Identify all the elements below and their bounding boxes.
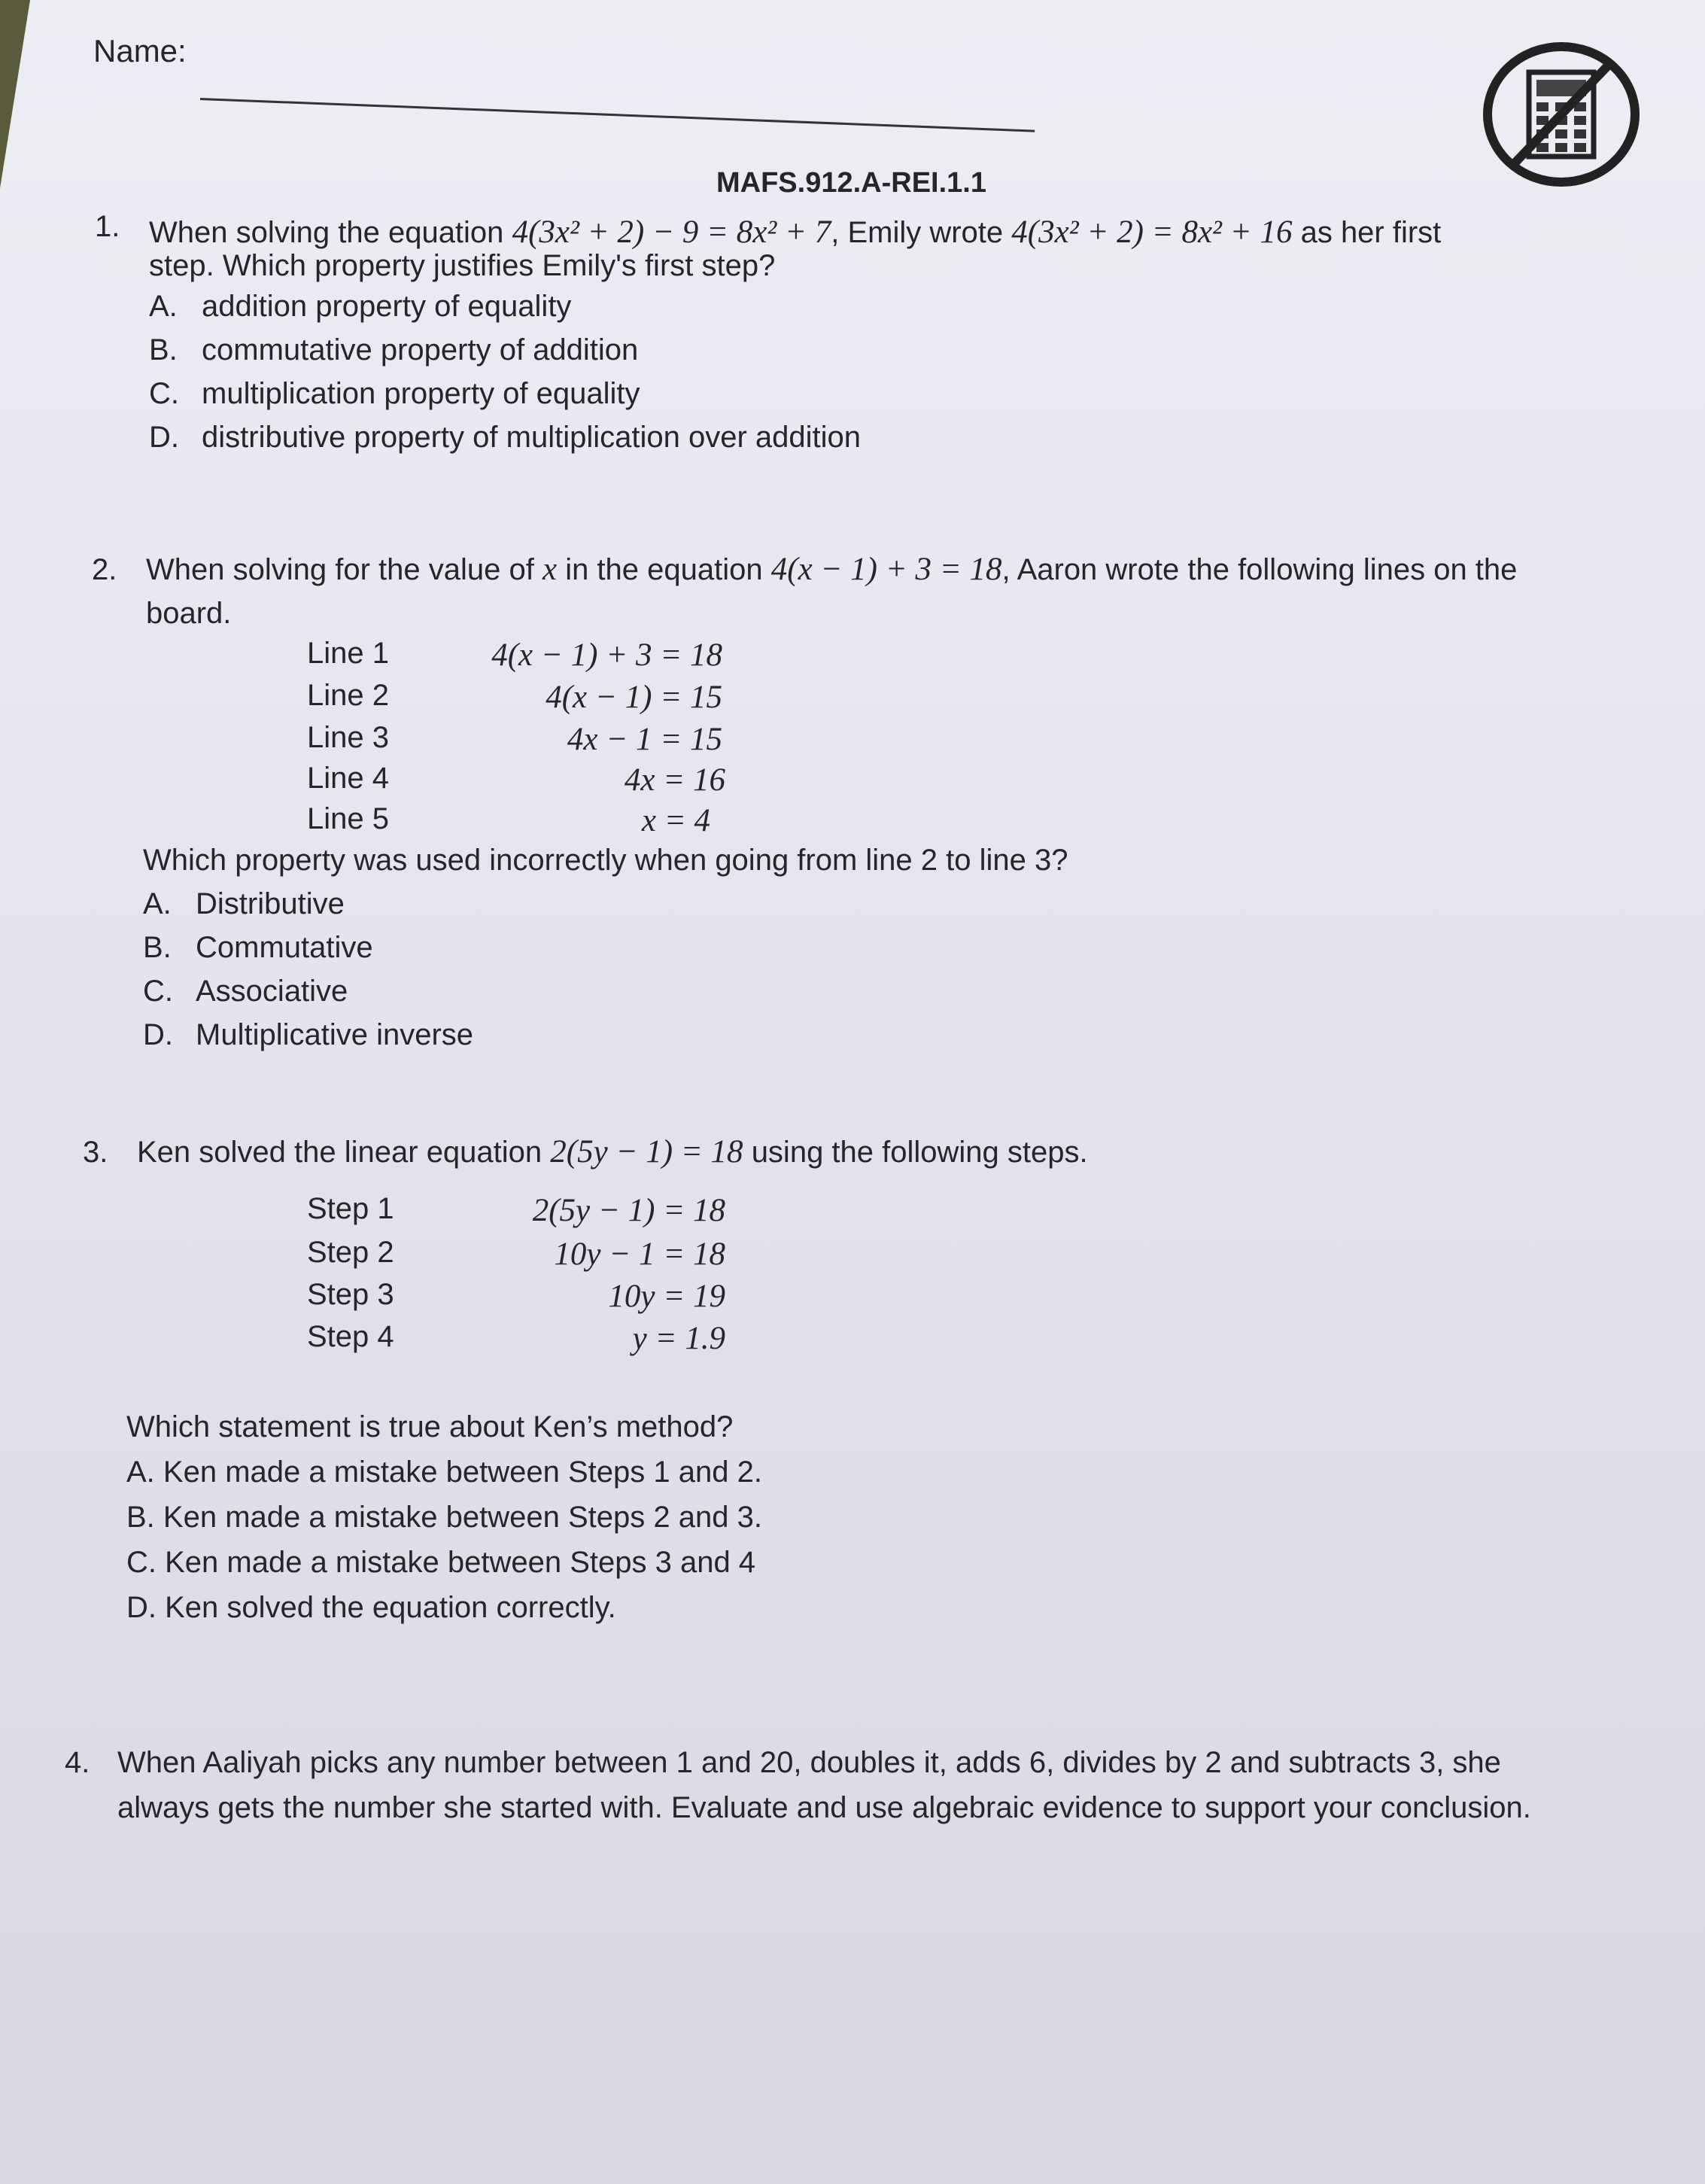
equation: 4(x − 1) + 3 = 18: [770, 552, 1002, 587]
question-number: 2.: [92, 553, 117, 586]
question-text: When solving for the value of: [146, 553, 534, 586]
step-label: Step 3: [307, 1278, 394, 1311]
line-equation: 4x = 16: [624, 762, 725, 798]
option-text: Commutative: [196, 931, 373, 964]
question-2-line-2: board.: [146, 597, 232, 630]
option-text: Distributive: [196, 887, 345, 920]
answer-option[interactable]: [143, 926, 1573, 969]
line-equation: 4(x − 1) = 15: [546, 680, 722, 715]
variable: x: [542, 552, 558, 587]
step-equation: 10y − 1 = 18: [554, 1236, 725, 1272]
answer-option[interactable]: [149, 284, 1441, 328]
question-text: When solving the equation: [149, 216, 504, 249]
question-text: in the equation: [565, 553, 763, 586]
answer-option[interactable]: B. Ken made a mistake between Steps 2 and 3.: [126, 1501, 762, 1534]
answer-option[interactable]: [149, 372, 1441, 415]
option-letter: A.: [149, 290, 178, 323]
line-label: Line 5: [307, 802, 389, 835]
option-text: multiplication property of equality: [202, 377, 640, 410]
option-letter: B.: [149, 333, 178, 367]
option-letter: D.: [149, 421, 179, 454]
equation: 4(3x² + 2) = 8x² + 16: [1011, 214, 1293, 250]
line-label: Line 1: [307, 637, 389, 670]
step-label: Step 1: [307, 1192, 394, 1225]
question-number: 1.: [95, 210, 120, 243]
option-text: commutative property of addition: [202, 333, 639, 367]
question-text: , Aaron wrote the following lines on the: [1001, 553, 1518, 586]
option-text: Multiplicative inverse: [196, 1018, 474, 1051]
step-equation: y = 1.9: [632, 1321, 725, 1356]
question-number: 4.: [65, 1746, 90, 1779]
name-label: Name:: [93, 33, 187, 68]
option-letter: B.: [143, 931, 172, 964]
answer-option[interactable]: [143, 882, 1573, 926]
question-text: always gets the number she started with. Evaluate and use algebraic evidence to support your conclusion.: [117, 1791, 1531, 1824]
option-letter: C.: [143, 975, 173, 1008]
question-text: using the following steps.: [751, 1136, 1088, 1169]
step-label: Step 2: [307, 1236, 394, 1269]
name-line: [200, 98, 1035, 132]
option-letter: C.: [149, 377, 179, 410]
option-text: addition property of equality: [202, 290, 572, 323]
option-letter: A.: [143, 887, 172, 920]
answer-option[interactable]: [149, 415, 1441, 459]
question-2-prompt: [143, 838, 1573, 1057]
desk-corner: [0, 0, 30, 188]
question-3-prompt: [126, 1404, 1556, 1630]
line-label: Line 3: [307, 721, 389, 754]
step-equation: 2(5y − 1) = 18: [532, 1193, 725, 1228]
option-letter: D.: [143, 1018, 173, 1051]
question-text: When Aaliyah picks any number between 1 and 20, doubles it, adds 6, divides by 2 and subtracts 3, she: [117, 1746, 1501, 1779]
step-equation: 10y = 19: [608, 1279, 725, 1314]
question-1-line-2: step. Which property justifies Emily's first step?: [149, 249, 776, 282]
answer-option[interactable]: A. Ken made a mistake between Steps 1 and 2.: [126, 1455, 762, 1489]
question-text: as her first: [1300, 216, 1442, 249]
question-text: , Emily wrote: [831, 216, 1004, 249]
line-equation: 4x − 1 = 15: [567, 722, 722, 757]
line-label: Line 4: [307, 762, 389, 795]
line-label: Line 2: [307, 679, 389, 712]
question-2-line-1: [146, 548, 1517, 592]
answer-option[interactable]: [143, 969, 1573, 1013]
no-calculator-icon: [1482, 41, 1640, 188]
answer-option[interactable]: D. Ken solved the equation correctly.: [126, 1591, 616, 1624]
equation: 2(5y − 1) = 18: [550, 1134, 743, 1170]
question-text: Which statement is true about Ken’s method?: [126, 1410, 734, 1443]
question-number: 3.: [83, 1136, 108, 1169]
line-equation: 4(x − 1) + 3 = 18: [491, 637, 722, 673]
line-equation: x = 4: [641, 803, 710, 838]
equation: 4(3x² + 2) − 9 = 8x² + 7: [512, 214, 831, 250]
answer-option[interactable]: [149, 328, 1441, 372]
answer-option[interactable]: [143, 1013, 1573, 1057]
option-text: Associative: [196, 975, 348, 1008]
question-text: Ken solved the linear equation: [137, 1136, 542, 1169]
step-label: Step 4: [307, 1320, 394, 1353]
option-text: distributive property of multiplication over addition: [202, 421, 861, 454]
question-text: Which property was used incorrectly when going from line 2 to line 3?: [143, 844, 1068, 877]
standard-code: MAFS.912.A-REI.1.1: [716, 167, 986, 199]
answer-option[interactable]: C. Ken made a mistake between Steps 3 and 4: [126, 1546, 756, 1579]
